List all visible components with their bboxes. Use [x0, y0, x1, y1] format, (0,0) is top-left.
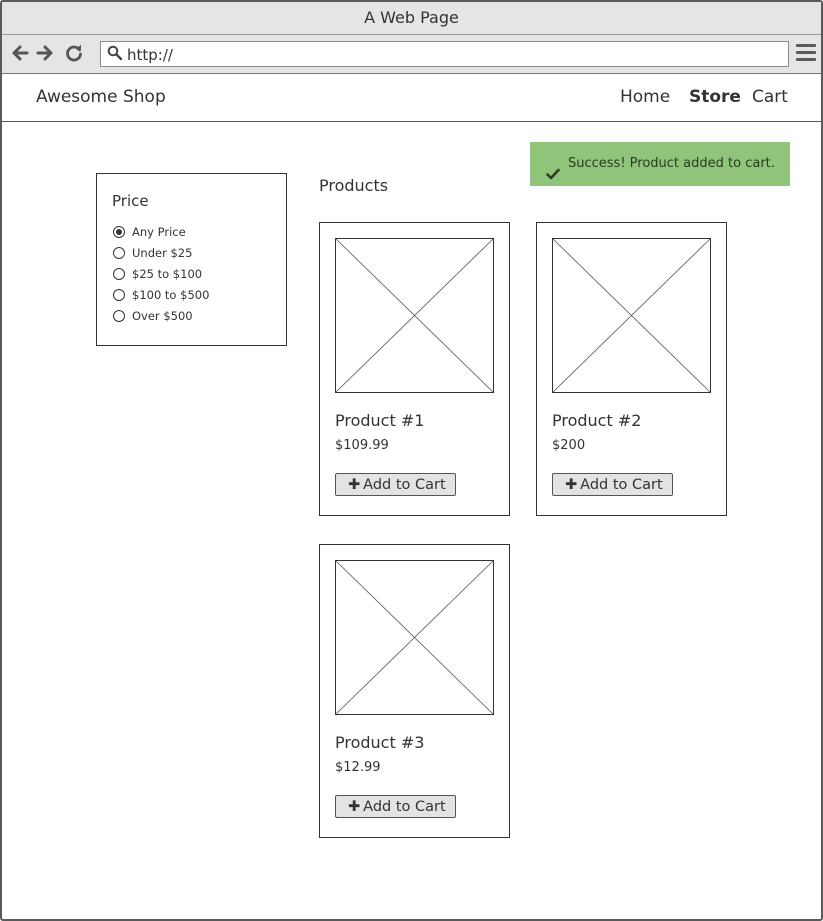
add-to-cart-button[interactable] [552, 473, 673, 496]
price-filter [96, 173, 287, 346]
nav-store[interactable]: Store [689, 87, 741, 107]
products-heading: Products [319, 176, 389, 195]
add-to-cart-label: Add to Cart [580, 477, 663, 493]
product-card [536, 222, 727, 516]
product-name[interactable]: Product #1 [335, 411, 425, 430]
site-header [2, 74, 821, 122]
window-title: A Web Page [2, 2, 821, 35]
add-to-cart-button[interactable] [335, 473, 456, 496]
radio-button[interactable] [113, 310, 125, 322]
product-price: $200 [552, 438, 586, 453]
radio-button[interactable] [113, 268, 125, 280]
url-bar[interactable] [100, 41, 789, 67]
back-arrow-icon[interactable] [10, 43, 30, 63]
radio-label: Over $500 [132, 309, 193, 323]
radio-label: $100 to $500 [132, 288, 210, 302]
product-card [319, 544, 510, 838]
radio-label: Any Price [132, 225, 186, 239]
product-price: $12.99 [335, 760, 381, 775]
forward-arrow-icon[interactable] [35, 43, 55, 63]
add-to-cart-label: Add to Cart [363, 799, 446, 815]
plus-icon: ✚ [348, 477, 361, 493]
product-name[interactable]: Product #3 [335, 733, 425, 752]
radio-button[interactable] [113, 226, 125, 238]
radio-button[interactable] [113, 289, 125, 301]
radio-label: Under $25 [132, 246, 193, 260]
product-card [319, 222, 510, 516]
product-name[interactable]: Product #2 [552, 411, 642, 430]
radio-button[interactable] [113, 247, 125, 259]
success-alert [530, 142, 790, 186]
brand-logo[interactable]: Awesome Shop [36, 87, 166, 107]
nav-home[interactable]: Home [620, 87, 671, 107]
product-price: $109.99 [335, 438, 389, 453]
add-to-cart-button[interactable] [335, 795, 456, 818]
search-icon [107, 45, 123, 61]
hamburger-menu-icon[interactable] [796, 44, 816, 62]
filter-title: Price [112, 192, 149, 210]
reload-icon[interactable] [64, 43, 84, 63]
product-image-placeholder[interactable] [335, 238, 494, 393]
radio-label: $25 to $100 [132, 267, 203, 281]
plus-icon: ✚ [348, 799, 361, 815]
browser-toolbar [2, 35, 821, 74]
add-to-cart-label: Add to Cart [363, 477, 446, 493]
plus-icon: ✚ [565, 477, 578, 493]
product-image-placeholder[interactable] [335, 560, 494, 715]
alert-message: Success! Product added to cart. [568, 156, 775, 171]
product-image-placeholder[interactable] [552, 238, 711, 393]
url-text: http:// [127, 46, 173, 64]
checkmark-icon [546, 156, 560, 170]
nav-cart[interactable]: Cart [752, 87, 788, 107]
